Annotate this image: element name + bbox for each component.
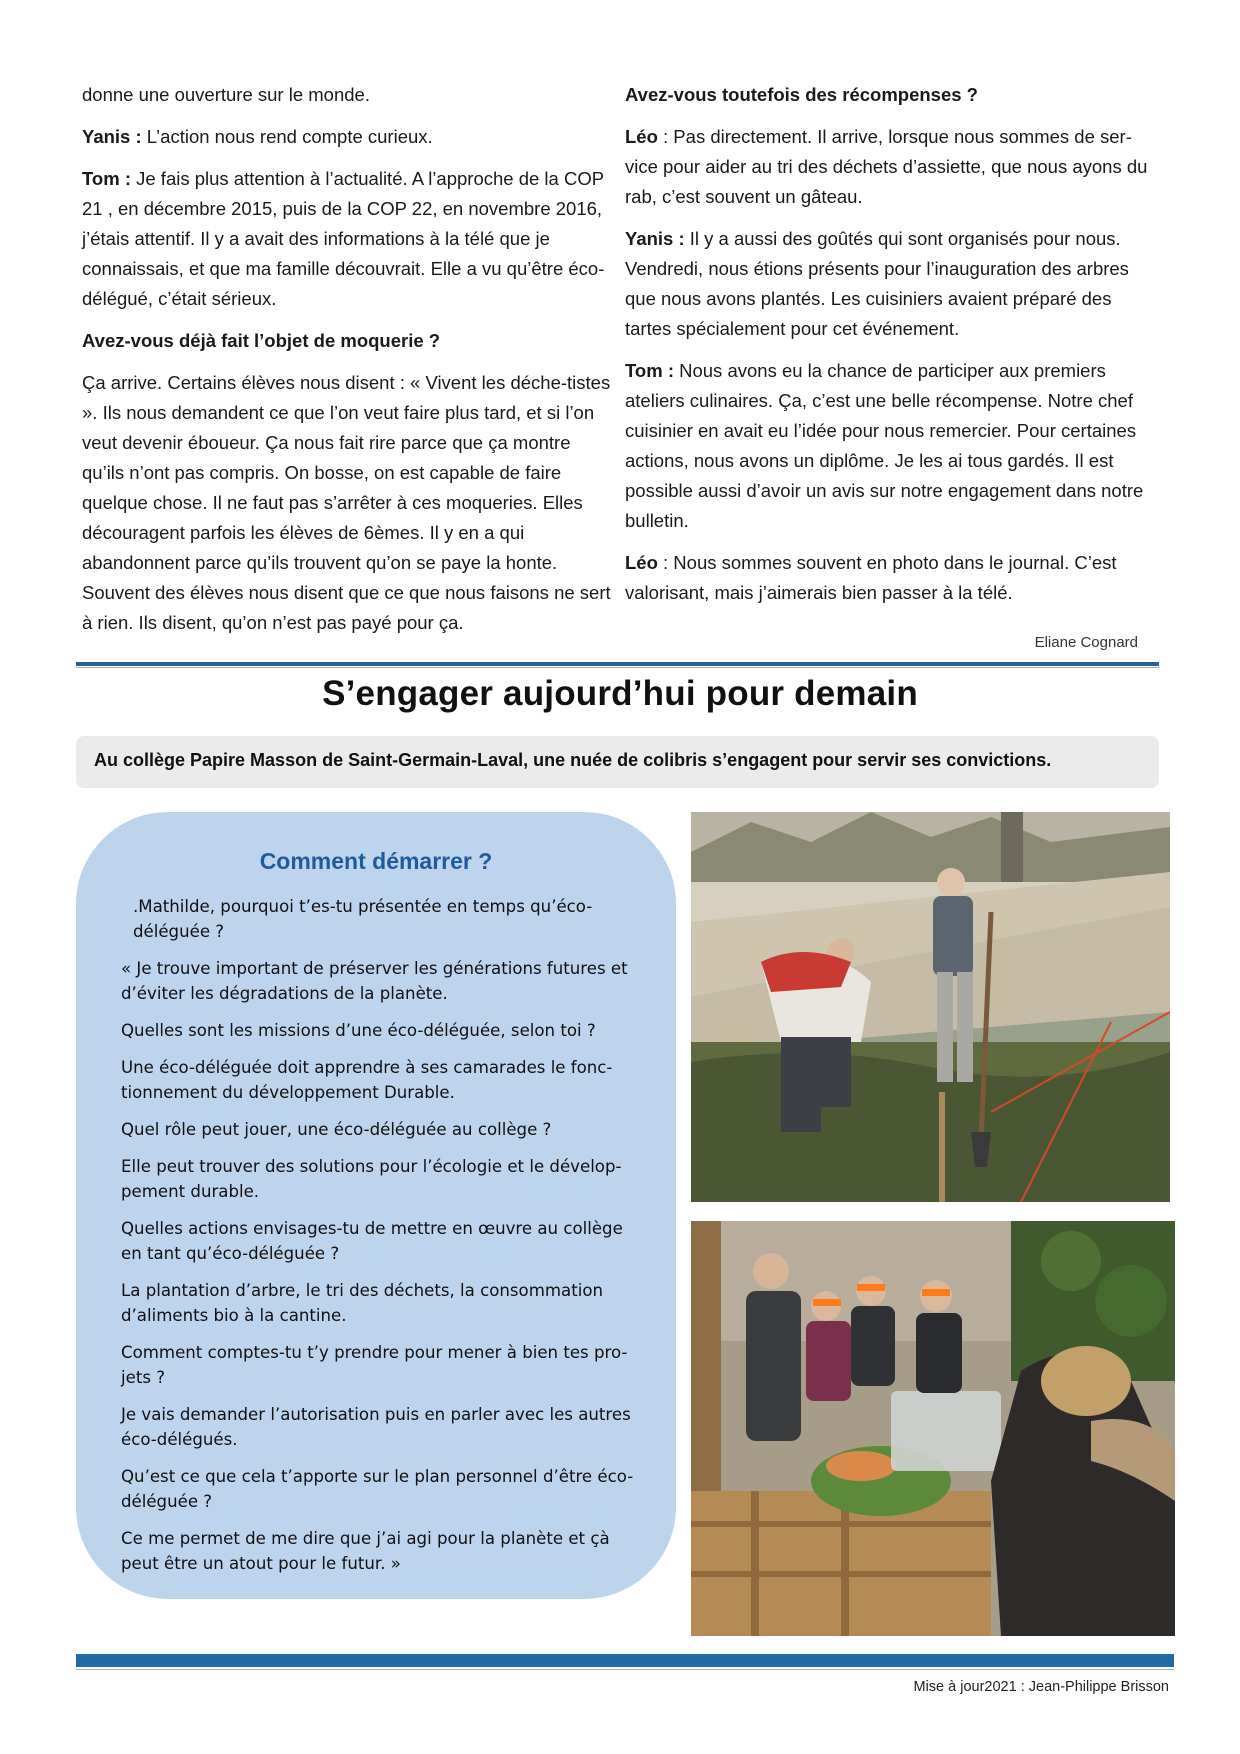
speaker-text: L’action nous rend compte curieux. <box>141 126 433 147</box>
article-paragraph: donne une ouverture sur le monde. <box>82 84 370 105</box>
interview-paragraph: Quel rôle peut jouer, une éco-déléguée au collège ? <box>121 1120 552 1139</box>
article-paragraph <box>82 122 612 152</box>
interview-paragraph: La plantation d’arbre, le tri des déchets, la consommation d’aliments bio à la cantine. <box>121 1281 603 1325</box>
interview-paragraph: Quelles actions envisages-tu de mettre en œuvre au collège en tant qu’éco-déléguée ? <box>121 1219 623 1263</box>
interview-paragraph: .Mathilde, pourquoi t’es-tu présentée en temps qu’éco-déléguée ? <box>133 897 593 941</box>
speaker-name: Yanis : <box>625 228 685 249</box>
speaker-text: : Pas directement. Il arrive, lorsque nous sommes de ser-vice pour aider au tri des déchets d’assiette, que nous ayons du rab, c’est souvent un gâteau. <box>625 126 1148 207</box>
speaker-text: Il y a aussi des goûtés qui sont organisés pour nous. Vendredi, nous étions présents pour l’inauguration des arbres que nous avons plantés. Les cuisiniers avaient préparé des tartes spécialement pour cet événement. <box>625 228 1129 339</box>
article-paragraph <box>625 122 1160 212</box>
interview-question: Avez-vous toutefois des récompenses ? <box>625 84 978 105</box>
interview-bubble <box>76 812 676 1599</box>
footer-credit: Mise à jour2021 : Jean-Philippe Brisson <box>913 1679 1169 1695</box>
article-paragraph <box>625 224 1160 344</box>
interview-paragraph: Qu’est ce que cela t’apporte sur le plan personnel d’être éco-déléguée ? <box>121 1467 634 1511</box>
photo-tree-planting <box>691 812 1170 1202</box>
interview-paragraph: Une éco-déléguée doit apprendre à ses camarades le fonc-tionnement du développement Durable. <box>121 1058 613 1102</box>
speaker-name: Tom : <box>82 168 131 189</box>
interview-question: Avez-vous déjà fait l’objet de moquerie ? <box>82 330 441 351</box>
footer-divider <box>76 1654 1174 1667</box>
section-headline: S’engager aujourd’hui pour demain <box>322 674 918 713</box>
article-paragraph <box>625 548 1160 608</box>
article-paragraph: Ça arrive. Certains élèves nous disent : « Vivent les déche-tistes ». Ils nous demandent ce que l’on veut faire plus tard, et si l’on veut devenir éboueur. Ça nous fait rire parce que ça montre qu’ils n’ont pas compris. On bosse, on est capable de faire quelque chose. Il ne faut pas s’arrêter à ces moqueries. Elles découragent parfois les élèves de 6èmes. Il y en a qui abandonnent parce qu’ils trouvent qu’on se paye la honte. Souvent des élèves nous disent que ce que nous faisons ne sert à rien. Ils disent, qu’on n’est pas payé pour ça. <box>82 372 611 633</box>
article-column-left <box>82 80 612 650</box>
interview-paragraph: Je vais demander l’autorisation puis en parler avec les autres éco-délégués. <box>121 1405 631 1449</box>
interview-title: Comment démarrer ? <box>259 848 493 874</box>
interview-body <box>121 894 641 1588</box>
section-banner <box>76 736 1159 788</box>
interview-paragraph: « Je trouve important de préserver les générations futures et d’éviter les dégradations de la planète. <box>121 959 628 1003</box>
interview-paragraph: Elle peut trouver des solutions pour l’écologie et le dévelop-pement durable. <box>121 1157 622 1201</box>
speaker-text: : Nous sommes souvent en photo dans le journal. C’est valorisant, mais j’aimerais bien passer à la télé. <box>625 552 1117 603</box>
speaker-text: Je fais plus attention à l’actualité. A l’approche de la COP 21 , en décembre 2015, puis de la COP 22, en novembre 2016, j’étais attentif. Il y a avait des informations à la télé que je connaissais, et que ma famille découvrait. Elle a vu qu’être éco-délégué, c’était sérieux. <box>82 168 605 309</box>
article-paragraph <box>625 356 1160 536</box>
speaker-name: Yanis : <box>82 126 142 147</box>
speaker-text: Nous avons eu la chance de participer aux premiers ateliers culinaires. Ça, c’est une belle récompense. Notre chef cuisinier en avait eu l’idée pour nous remercier. Pour certaines actions, nous avons un diplôme. Je les ai tous gardés. Il est possible aussi d’avoir un avis sur notre engagement dans notre bulletin. <box>625 360 1144 531</box>
article-author: Eliane Cognard <box>1034 634 1138 651</box>
article-paragraph <box>82 164 612 314</box>
interview-paragraph: Quelles sont les missions d’une éco-déléguée, selon toi ? <box>121 1021 596 1040</box>
speaker-name: Léo <box>625 552 658 573</box>
section-divider <box>76 662 1159 666</box>
photo-composting <box>691 1221 1175 1636</box>
speaker-name: Léo <box>625 126 658 147</box>
article-column-right <box>625 80 1160 620</box>
speaker-name: Tom : <box>625 360 674 381</box>
banner-text: Au collège Papire Masson de Saint-Germain-Laval, une nuée de colibris s’engagent pour servir ses convictions. <box>94 750 1052 770</box>
interview-paragraph: Comment comptes-tu t’y prendre pour mener à bien tes pro-jets ? <box>121 1343 628 1387</box>
interview-paragraph: Ce me permet de me dire que j’ai agi pour la planète et çà peut être un atout pour le futur. » <box>121 1529 610 1573</box>
